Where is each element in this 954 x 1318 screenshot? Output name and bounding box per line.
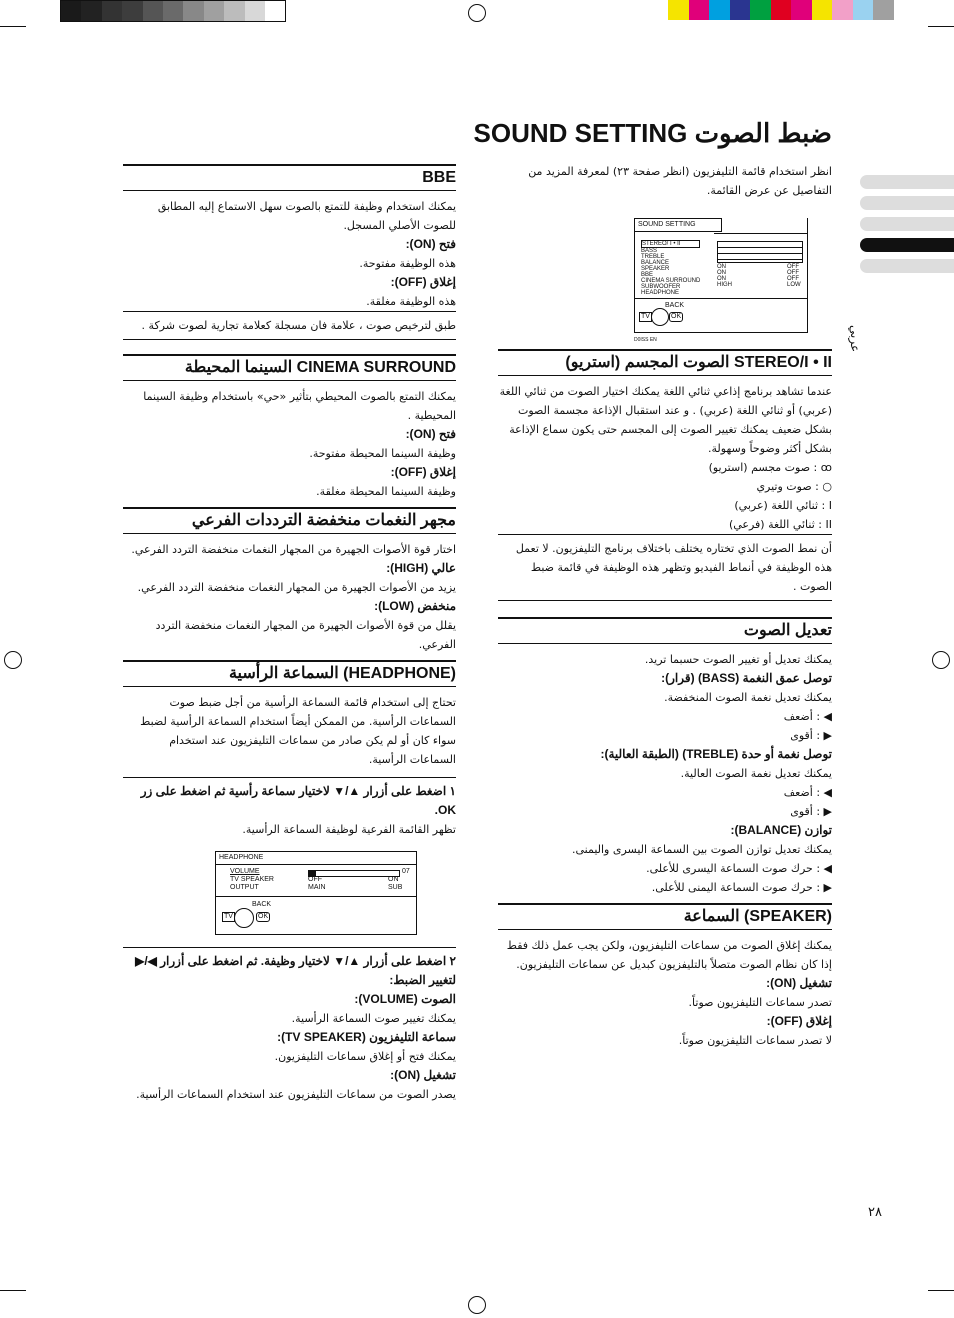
crop-mark-icon (928, 26, 954, 27)
headphone-heading: (HEADPHONE) السماعة الرأسية (123, 660, 456, 687)
subwoofer-low-label: منخفض (LOW): (374, 599, 456, 613)
hp-main: MAIN (308, 884, 326, 891)
page-number: ٢٨ (868, 1205, 882, 1220)
stereo-opt4: : ثنائي اللغة (فرعي) (728, 518, 822, 531)
crop-mark-icon (928, 1290, 954, 1291)
stereo-opt3: : ثنائي اللغة (عربي) (734, 499, 826, 512)
right-arrow-icon: ▶ (823, 805, 832, 818)
gray-swatch (61, 1, 81, 21)
gray-swatch (204, 1, 224, 21)
side-tabs (860, 175, 954, 275)
bass-label: توصل عمق النغمة (BASS) (قرار): (661, 671, 832, 685)
hp-on-label: تشغيل (ON): (390, 1068, 456, 1082)
mono-icon: ○ (822, 480, 832, 493)
bbe-off-desc: هذه الوظيفة مغلقة. (366, 295, 456, 308)
treble-stronger: : أقوى (790, 805, 821, 818)
gray-swatch (183, 1, 203, 21)
menu-val-a-4: HIGH (717, 282, 732, 288)
adjust-body: يمكنك تعديل أو تغيير الصوت حسبما تريد. (644, 653, 832, 666)
color-swatch (689, 0, 710, 20)
hp-volume-value: 07 (402, 868, 410, 875)
bass-desc: يمكنك تعديل نغمة الصوت المنخفضة. (664, 691, 832, 704)
crosshair-left-icon (4, 651, 22, 669)
menu-back-label: BACK (665, 302, 685, 309)
menu-row-treble: TREBLE (641, 254, 665, 260)
bbe-on-label: فتح (ON): (405, 237, 456, 251)
right-arrow-icon: ▶ (823, 881, 832, 894)
crosshair-top-icon (468, 4, 486, 22)
menu-tv-label: TV (641, 313, 650, 320)
hp-sub: SUB (388, 884, 403, 891)
hp-row-tv-speaker: TV SPEAKER (230, 876, 274, 883)
color-swatch (791, 0, 812, 20)
speaker-on-desc: تصدر سماعات التليفزيون صوتاً. (688, 996, 832, 1009)
cinema-off-label: إغلاق (OFF): (390, 465, 456, 479)
hp-row-volume: VOLUME (230, 868, 260, 875)
hp-row-output: OUTPUT (230, 884, 259, 891)
headphone-screen-title: HEADPHONE (216, 852, 416, 865)
crop-mark-icon (0, 26, 26, 27)
cinema-on-label: فتح (ON): (405, 427, 456, 441)
speaker-on-label: تشغيل (ON): (766, 976, 832, 990)
hp-on: ON (388, 876, 399, 883)
grayscale-calibration-bar (60, 0, 286, 22)
menu-row-stereo: STEREO/ I • II (641, 240, 700, 248)
menu-val-a-2: ON (717, 270, 726, 276)
headphone-body: تحتاج إلى استخدام قائمة السماعة الرأسية من أجل ضبط صوت السماعات الرأسية. من الممكن أيضاً استخدام السماعة الرأسية لضبط سواء كان أو لم يكن صادر من سماعات التليفزيون عند استخدام السماعات الرأسية. (140, 696, 456, 766)
treble-label: توصل نغمة أو حدة (TREBLE) (الطبقة العالية): (600, 747, 832, 761)
speaker-off-desc: لا تصدر سماعات التليفزيون صوتاً. (678, 1034, 832, 1047)
cinema-on-desc: وظيفة السينما المحيطة مفتوحة. (309, 447, 456, 460)
step2-number: ٢ (449, 954, 456, 968)
subwoofer-low-desc: يقلل من قوة الأصوات الجهيرة من المجهار النغمات منخفضة التردد الفرعي. (155, 619, 456, 651)
gray-swatch (102, 1, 122, 21)
hp-volume-label: الصوت (VOLUME): (354, 992, 456, 1006)
treble-desc: يمكنك تعديل نغمة الصوت العالية. (680, 767, 832, 780)
right-column (498, 162, 832, 1050)
crosshair-right-icon (932, 651, 950, 669)
stereo-note: أن نمط الصوت الذي تختاره يختلف باختلاف برنامج التليفزيون. لا تعمل هذه الوظيفة في أنماط الفيديو وتظهر هذه الوظيفة في قائمة ضبط الصوت . (498, 534, 832, 601)
left-arrow-icon: ◀ (823, 862, 832, 875)
crosshair-bottom-icon (468, 1296, 486, 1314)
balance-right: : حرك صوت السماعة اليمنى للأعلى. (651, 881, 821, 894)
hp-back-label: BACK (252, 901, 272, 908)
gray-swatch (224, 1, 244, 21)
speaker-body: يمكنك إغلاق الصوت من سماعات التليفزيون، ولكن يجب عمل ذلك فقط إذا كان نظام الصوت متصلاً بالتليفزيون كبديل عن سماعات التليفزيون. (506, 939, 832, 971)
menu-row-cinema: CINEMA SURROUND (641, 278, 701, 284)
menu-row-balance: BALANCE (641, 260, 670, 266)
menu-row-headphone: HEADPHONE (641, 290, 680, 296)
color-swatch (709, 0, 730, 20)
left-column (123, 158, 456, 1104)
cinema-body: يمكنك التمتع بالصوت المحيطي بتأثير «حي» باستخدام وظيفة السينما المحيطية . (143, 390, 456, 422)
menu-val-a-1: ON (717, 264, 726, 270)
menu-dpad-icon (651, 308, 669, 326)
balance-label: توازن (BALANCE): (730, 823, 832, 837)
subwoofer-heading: مجهر النغمات منخفضة الترددات الفرعي (123, 507, 456, 534)
bbe-heading: BBE (123, 164, 456, 191)
page-title: SOUND SETTING ضبط الصوت (473, 118, 832, 148)
menu-row-bbe: BBE (641, 272, 654, 278)
menu-val-b-4: LOW (787, 282, 801, 288)
bbe-off-label: إغلاق (OFF): (390, 275, 456, 289)
menu-val-b-2: OFF (787, 270, 799, 276)
step1-text: اضغط على أزرار ▲/▼ لاختيار سماعة رأسية ثم اضغط على زر OK. (140, 784, 456, 817)
bbe-note: طبق لترخيص صوت ، علامة فان مسجلة كعلامة تجارية لصوت شركة . (123, 311, 456, 340)
step1-sub: تظهر القائمة الفرعية لوظيفة السماعة الرأسية. (242, 823, 456, 836)
gray-swatch (143, 1, 163, 21)
color-swatch (832, 0, 853, 20)
hp-tvspk-desc: يمكنك فتح أو إغلاق سماعات التليفزيون. (274, 1050, 456, 1063)
hp-ok-label: OK (258, 913, 269, 920)
color-swatch (730, 0, 751, 20)
bbe-on-desc: هذه الوظيفة مفتوحة. (359, 257, 456, 270)
color-swatch (873, 0, 894, 20)
balance-left: : حرك صوت السماعة اليسرى للأعلى. (646, 862, 821, 875)
speaker-heading: (SPEAKER) السماعة (498, 903, 832, 930)
stereo-opt1: : صوت مجسم (استريو) (708, 461, 818, 474)
sound-setting-menu-screen (634, 218, 808, 343)
stereo-body: عندما تشاهد برنامج إذاعي ثنائي اللغة يمكنك اختيار الصوت من ثنائي اللغة (عربي) أو ثنائي اللغة (عربي) . و عند استقبال الإذاعة مجسمة الصوت بشكل ضعيف يمكنك تغيير الصوت إلى المجسم حتى يكون سماع الإذاعة بشكل أكثر وضوحاً وسهولة. (499, 385, 832, 455)
menu-value-bars (717, 241, 803, 263)
color-swatch (812, 0, 833, 20)
dual-i-icon: I (828, 499, 832, 512)
menu-val-b-3: OFF (787, 276, 799, 282)
dual-ii-icon: II (825, 518, 832, 531)
cinema-off-desc: وظيفة السينما المحيطة مغلقة. (316, 485, 456, 498)
left-arrow-icon: ◀ (823, 786, 832, 799)
gray-swatch (81, 1, 101, 21)
menu-ok-label: OK (671, 313, 682, 320)
gray-swatch (163, 1, 183, 21)
cinema-heading: CINEMA SURROUND السينما المحيطة (123, 354, 456, 381)
bbe-body: يمكنك استخدام وظيفة للتمتع بالصوت سهل الاستماع إليه المطابق للصوت الأصلي المسجل. (157, 200, 456, 232)
hp-off: OFF (308, 876, 322, 883)
menu-row-subwoofer: SUBWOOFER (641, 284, 681, 290)
menu-val-a-3: ON (717, 276, 726, 282)
menu-row-bass: BASS (641, 248, 658, 254)
color-swatch (853, 0, 874, 20)
right-arrow-icon: ▶ (823, 729, 832, 742)
menu-tab-title: SOUND SETTING (634, 218, 722, 232)
color-swatch (771, 0, 792, 20)
headphone-menu-screen (215, 851, 417, 935)
side-label: عربي (848, 325, 862, 353)
color-swatch (750, 0, 771, 20)
adjust-heading: تعديل الصوت (498, 617, 832, 644)
gray-swatch (245, 1, 265, 21)
hp-tvspk-label: سماعة التليفزيون (TV SPEAKER): (277, 1030, 456, 1044)
crop-mark-icon (0, 1290, 26, 1291)
color-calibration-bar (668, 0, 894, 20)
balance-desc: يمكنك تعديل توازن الصوت بين السماعة اليسرى واليمنى. (571, 843, 832, 856)
subwoofer-high-label: عالي (HIGH): (386, 561, 456, 575)
hp-volume-desc: يمكنك تغيير صوت السماعة الرأسية. (291, 1012, 456, 1025)
subwoofer-high-desc: يزيد من الأصوات الجهيرة من المجهار النغمات منخفضة التردد الفرعي. (137, 581, 456, 594)
intro-text: انظر استخدام قائمة التليفزيون (انظر صفحة ٢٣) لمعرفة المزيد من التفاصيل عن عرض القائمة. (528, 165, 832, 197)
subwoofer-body: اختار قوة الأصوات الجهيرة من المجهار النغمات منخفضة التردد الفرعي. (131, 543, 456, 556)
stereo-heading: STEREO/I • II الصوت المجسم (استريو) (498, 349, 832, 376)
menu-code: D0ISS EN (634, 337, 657, 343)
stereo-opt2: : صوت وتيري (756, 480, 819, 493)
gray-swatch (122, 1, 142, 21)
bass-weaker: : أضعف (783, 710, 821, 723)
color-swatch (668, 0, 689, 20)
speaker-off-label: إغلاق (OFF): (766, 1014, 832, 1028)
hp-on-desc: يصدر الصوت من سماعات التليفزيون عند استخدام السماعات الرأسية. (136, 1088, 456, 1101)
step1-number: ١ (449, 784, 456, 798)
stereo-icon: ꝏ (820, 461, 832, 474)
hp-tv-label: TV (224, 913, 233, 920)
bass-stronger: : أقوى (790, 729, 821, 742)
menu-row-speaker: SPEAKER (641, 266, 670, 272)
hp-dpad-icon (234, 908, 254, 928)
step2-text: اضغط على أزرار ▲/▼ لاختيار وظيفة. ثم اضغط على أزرار ◀/▶ لتغيير الضبط: (135, 954, 456, 987)
treble-weaker: : أضعف (783, 786, 821, 799)
left-arrow-icon: ◀ (823, 710, 832, 723)
menu-val-b-1: OFF (787, 264, 799, 270)
